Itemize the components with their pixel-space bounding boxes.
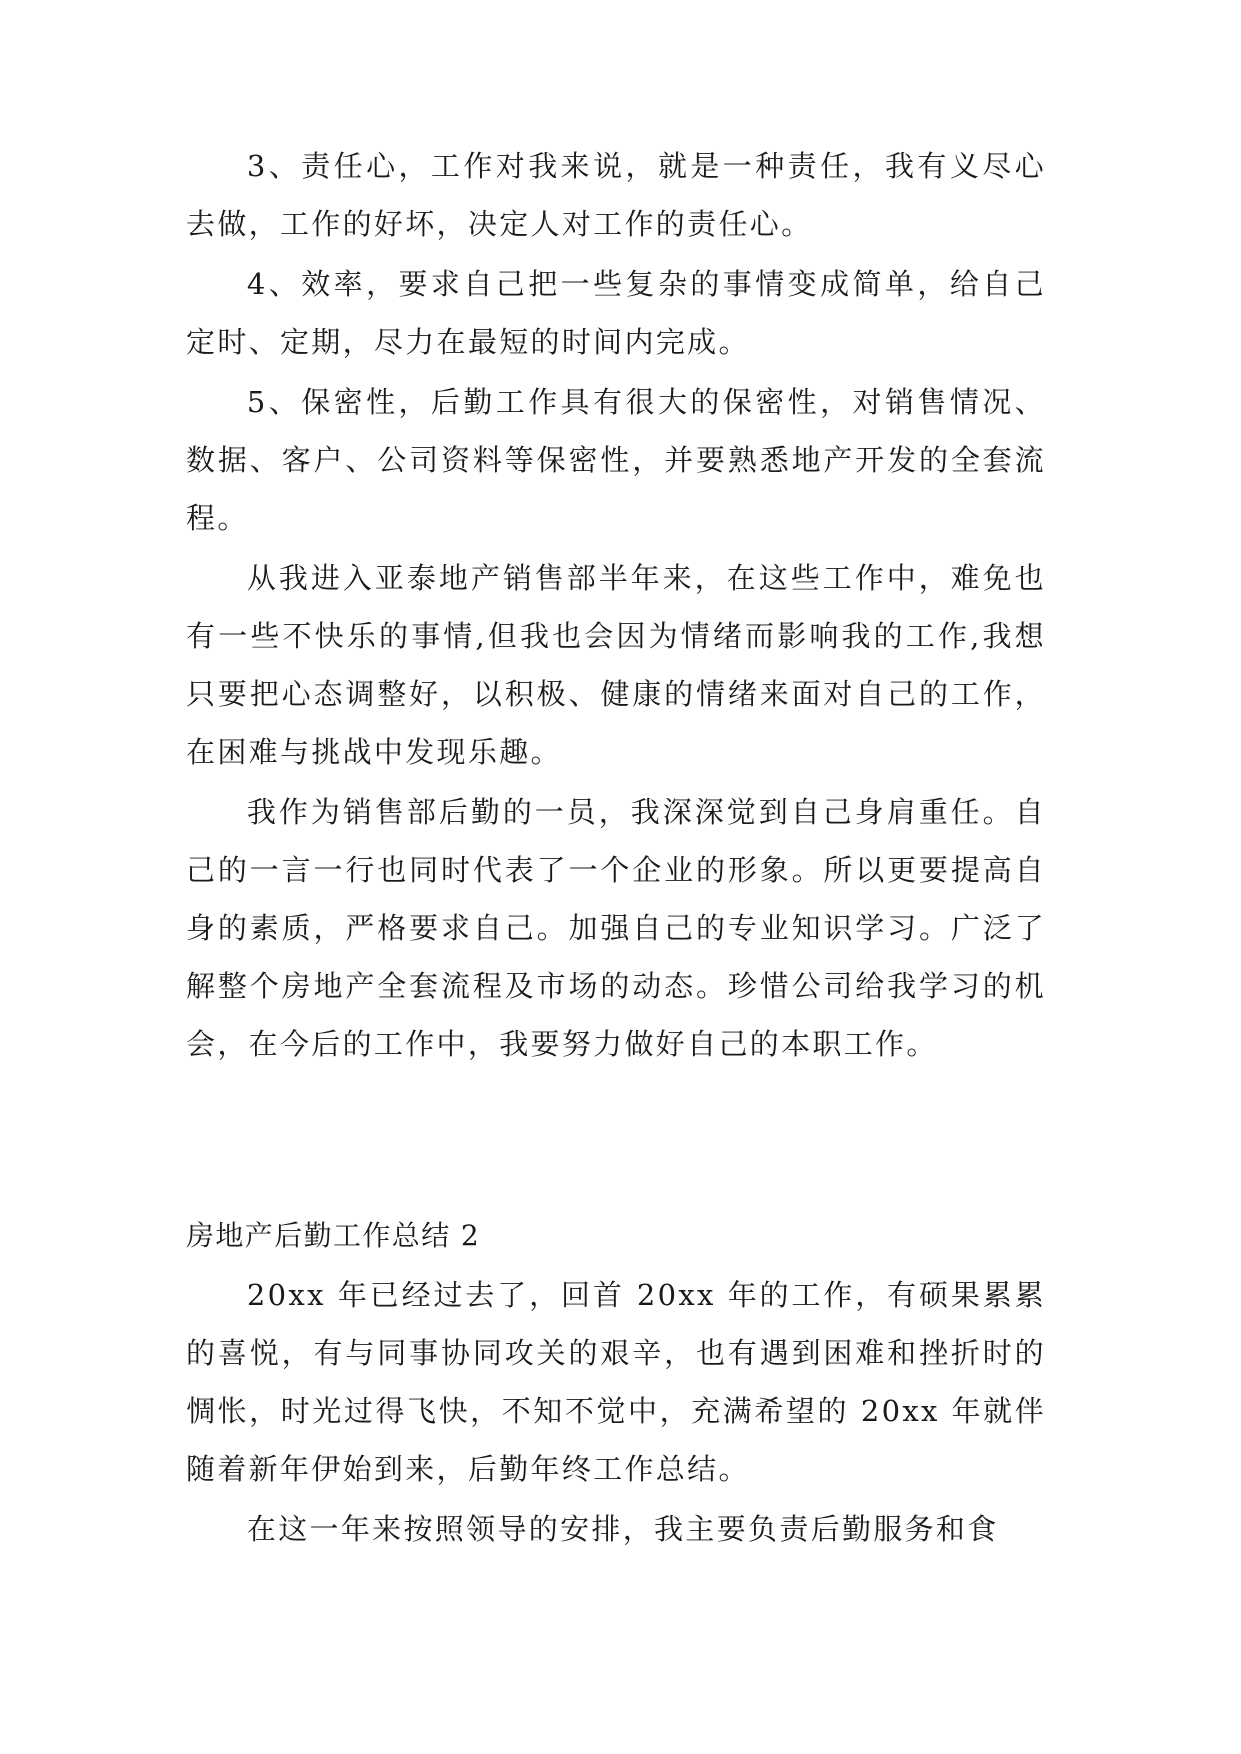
section-2-title: 房地产后勤工作总结 2	[186, 1219, 481, 1252]
paragraph-self-improvement: 我作为销售部后勤的一员，我深深觉到自己身肩重任。自己的一言一行也同时代表了一个企业的形象。所以更要提高自身的素质，严格要求自己。加强自己的专业知识学习。广泛了解整个房地产全套流程及市场的动态。珍惜公司给我学习的机会，在今后的工作中，我要努力做好自己的本职工作。	[186, 795, 1046, 1061]
section-1-body	[186, 137, 1046, 1075]
paragraph-responsibility: 3、责任心，工作对我来说，就是一种责任，我有义尽心去做，工作的好坏，决定人对工作的责任心。	[186, 149, 1046, 241]
section-2-body	[186, 1266, 1046, 1560]
paragraph-year-review: 20xx 年已经过去了，回首 20xx 年的工作，有硕果累累的喜悦，有与同事协同攻关的艰辛，也有遇到困难和挫折时的惆怅，时光过得飞快，不知不觉中，充满希望的 20xx 年就伴随着新年伊始到来，后勤年终工作总结。	[186, 1278, 1046, 1486]
paragraph-duties: 在这一年来按照领导的安排，我主要负责后勤服务和食	[246, 1512, 999, 1546]
paragraph-confidentiality: 5、保密性，后勤工作具有很大的保密性，对销售情况、数据、客户、公司资料等保密性，并要熟悉地产开发的全套流程。	[186, 385, 1046, 535]
paragraph-efficiency: 4、效率，要求自己把一些复杂的事情变成简单，给自己定时、定期，尽力在最短的时间内完成。	[186, 267, 1046, 359]
paragraph-half-year-review: 从我进入亚泰地产销售部半年来，在这些工作中，难免也有一些不快乐的事情,但我也会因为情绪而影响我的工作,我想只要把心态调整好，以积极、健康的情绪来面对自己的工作，在困难与挑战中发现乐趣。	[186, 561, 1046, 769]
